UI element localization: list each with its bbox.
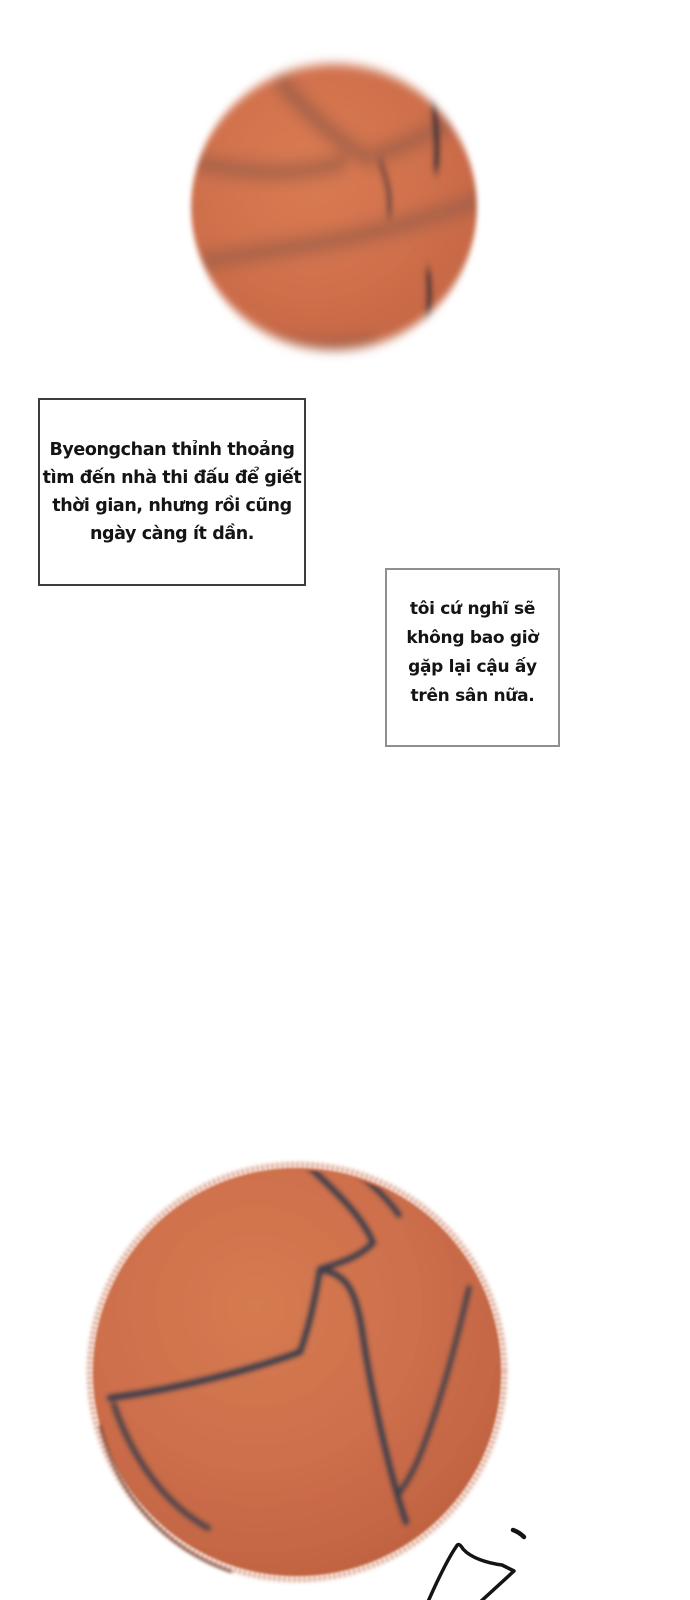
caption-line: trên sân nữa. [410,685,535,706]
caption-line: ngày càng ít dần. [89,524,255,544]
narration-box-1 [38,398,306,586]
caption-line: tìm đến nhà thi đấu để giết [42,468,302,488]
narration-box-2 [385,568,560,747]
caption-line: Byeongchan thỉnh thoảng [49,440,295,460]
hand-sketch-fragment [395,1488,690,1600]
basketball-top-image [165,35,505,385]
caption-line: thời gian, nhưng rồi cũng [52,496,292,516]
caption-line: gặp lại cậu ấy [408,656,537,677]
caption-line: tôi cứ nghĩ sẽ [409,598,536,619]
caption-line: không bao giờ [406,627,539,648]
